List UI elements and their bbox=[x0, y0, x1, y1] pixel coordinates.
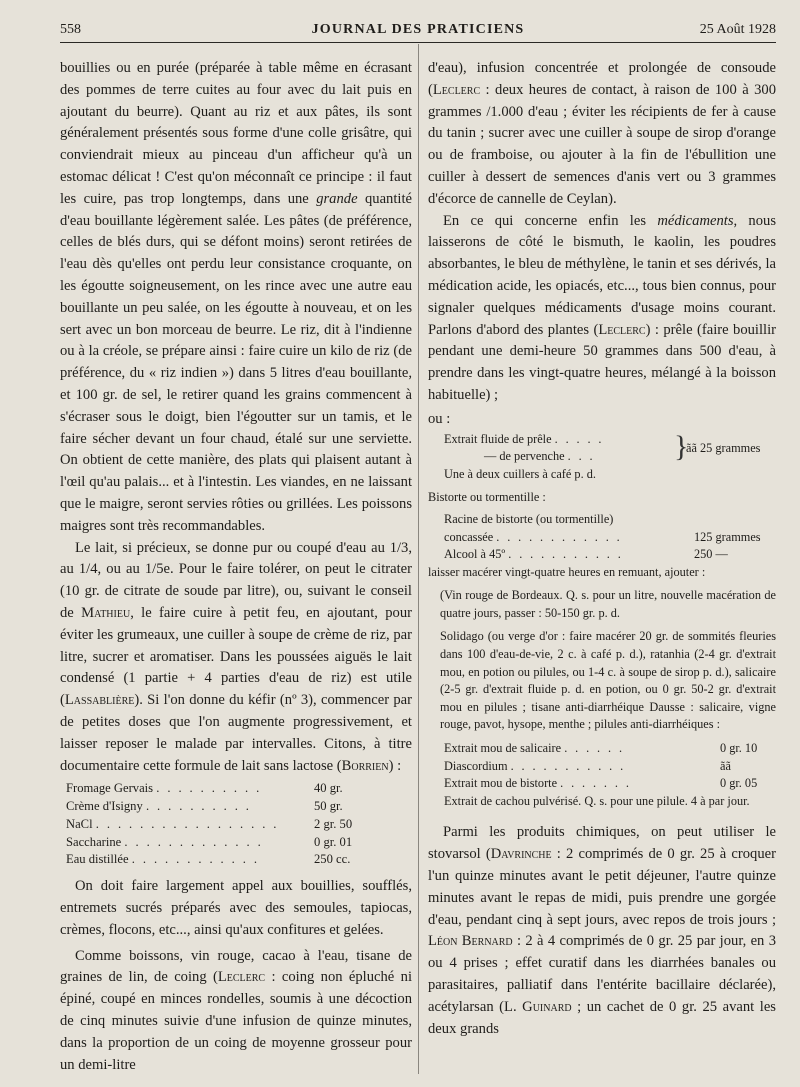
bistorte-line: concassée . . . . . . . . . . . . 125 grammes bbox=[444, 529, 761, 544]
author-name: Borrien bbox=[341, 757, 389, 774]
bistorte-usage: laisser macérer vingt-quatre heures en remuant, ajouter : bbox=[428, 564, 706, 579]
ou-label: ou : bbox=[428, 410, 451, 427]
paragraph-boissons: Comme boissons, vin rouge, cacao à l'eau, tisane de graines de lin, de coing (Leclerc : coing non épluché ni épiné, coupé en minces rondelles, soumis à une décoction de cinq minutes suivie d'une infusion de quinze minutes, dans la proportion de un coing de moyenne grosseur pour un demi-litre bbox=[60, 947, 412, 1073]
extract-quantity: ãã 25 grammes bbox=[686, 440, 761, 455]
extract-formula bbox=[428, 431, 776, 466]
page-header bbox=[60, 20, 776, 43]
extract-line: Extrait fluide de prêle . . . . . bbox=[444, 431, 604, 446]
recipe-row: Saccharine . . . . . . . . . . . . . 0 gr. 01 bbox=[66, 834, 353, 849]
paragraph-milk: Le lait, si précieux, se donne pur ou coupé d'eau au 1/3, au 1/4, ou au 1/5e. Pour le faire tolérer, on peut le citrater (10 gr. de citrate de soude par litre), ou, suivant le conseil de Mathieu, le faire cuire à petit feu, en ajoutant, pour éviter les grumeaux, une cuiller à soupe de crème de riz, par litre, sucrer et aromatiser. Dans les poussées aiguës le lait condensé (1 partie + 4 parties d'eau de riz) est utile (Lassablière). Si l'on donne du kéfir (nº 3), commencer par de petites doses que l'on augmente progressivement, et laisser reposer le malade par intervalles. Citons, à titre documentaire cette formule de lait sans lactose (Borrien) : bbox=[60, 539, 412, 774]
lactose-free-recipe bbox=[66, 780, 406, 869]
issue-date: 25 Août 1928 bbox=[699, 22, 776, 37]
paragraph-produits-chimiques: Parmi les produits chimiques, on peut utiliser le stovarsol (Davrinche : 2 comprimés de 0 gr. 25 à croquer l'un quinze minutes avant le petit déjeuner, l'autre quinze minutes avant le repas de midi, puis prendre une gorgée d'eau, pendant cinq à sept jours, avec repos de trois jours ; Léon Bernard : 2 à 4 comprimés de 0 gr. 25 par jour, en 3 ou 4 prises ; effet curatif dans les diarrhées banales ou parasitaires, palliatif dans l'entérite bacillaire déclarée), acétylarsan (L. Guinard ; un cachet de 0 gr. 25 avant les deux grands bbox=[428, 824, 776, 1037]
recipe-row: Fromage Gervais . . . . . . . . . . 40 gr. bbox=[66, 781, 343, 796]
bistorte-title: Bistorte ou tormentille : bbox=[428, 490, 546, 505]
cachou-note: Extrait de cachou pulvérisé. Q. s. pour une pilule. 4 à par jour. bbox=[444, 793, 750, 808]
left-column bbox=[60, 58, 412, 1076]
paragraph-rice-pasta: bouillies ou en purée (préparée à table même en écrasant des pommes de terre cuites au four avec du lait puis en ajoutant du beurre). Quant au riz et aux pâtes, ils sont généralement présentés sous forme d'une colle grisâtre, qui conviendrait mieux au pinceau d'un afficheur qu'à un estomac délicat ! C'est qu'on méconnaît ce principe : il faut les cuire, pas trop longtemps, dans une grande quantité d'eau bouillante légèrement salée. Les pâtes (de préférence, celles de blés durs, qui se défont moins) seront retirées de l'eau dès qu'elles ont perdu leur consistance croquante, on les égoutte soigneusement, on les rince avec une autre eau bouillante un peu salée, on les égoutte à nouveau, et on les sert avec un bon morceau de beurre. Le riz, dit à l'indienne ou à la créole, se prépare ainsi : faire cuire un kilo de riz (de préférence, du « riz indien ») dans 5 litres d'eau bouillante, et 100 gr. de sel, le retirer quand les grains commencent à s'écraser sous le doigt, bien l'égoutter sur un tamis, et le faire sécher devant un four chaud, étalé sur une serviette. On obtient de cette manière, des plats qui plaisent autant à l'œil qu'au palais... et à l'intestin. Les viandes, en ne laissant que le maigre, seront servies rôties ou grillées. Les poissons maigres sont très recommandables. bbox=[60, 60, 412, 534]
paragraph-medicaments: En ce qui concerne enfin les médicaments, nous laisserons de côté le bismuth, le kaolin, les poudres absorbantes, le bleu de méthylène, le tanin et ses dérivés, la médication acide, les opiacés, etc..., tous bien connus, pour signaler quelques médicaments d'usage moins courant. Parlons d'abord des plantes (Leclerc) : prêle (faire bouillir pendant une demi-heure 50 grammes dans 500 d'eau, à prendre dans les vingt-quatre heures, mélangé à la boisson habituelle) ; bbox=[428, 212, 777, 403]
pilule-line: Diascordium . . . . . . . . . . . ãã bbox=[444, 758, 731, 773]
author-name: Leclerc bbox=[598, 321, 646, 338]
recipe-row: Crème d'Isigny . . . . . . . . . . 50 gr. bbox=[66, 799, 343, 814]
author-name: Leclerc bbox=[217, 969, 266, 986]
paragraph-bouillies: On doit faire largement appel aux bouillies, soufflés, entremets sucrés préparés avec des semoules, tapiocas, crèmes, flocons, etc..., ainsi qu'aux confitures et gelées. bbox=[60, 878, 412, 938]
paragraph-consoude: d'eau), infusion concentrée et prolongée de consoude (Leclerc : deux heures de contact, à raison de 100 à 300 grammes /1.000 d'eau ; éviter les récipients de fer à cause du tanin ; sucrer avec une cuiller à soupe de sirop d'orange ou de framboise, ou ajouter à la fin de l'ébullition une cuiller à dessert de semences d'anis vert ou 3 grammes d'écorce de cannelle de Ceylan). bbox=[428, 60, 776, 207]
bistorte-line: Racine de bistorte (ou tormentille) bbox=[444, 511, 614, 526]
author-name: Léon Bernard bbox=[428, 933, 513, 950]
extract-usage: Une à deux cuillers à café p. d. bbox=[444, 466, 596, 481]
bistorte-line: Alcool à 45º . . . . . . . . . . . 250 — bbox=[444, 547, 728, 562]
author-name: Davrinche bbox=[490, 846, 552, 863]
recipe-row: NaCl . . . . . . . . . . . . . . . . . 2 gr. 50 bbox=[66, 816, 353, 831]
journal-title: JOURNAL DES PRATICIENS bbox=[311, 22, 525, 37]
extract-line: — de pervenche . . . bbox=[484, 449, 596, 464]
pilule-line: Extrait mou de bistorte . . . . . . . 0 gr. 05 bbox=[444, 776, 758, 791]
column-divider bbox=[418, 44, 419, 1074]
author-name: Mathieu bbox=[81, 604, 131, 621]
author-name: L. Guinard bbox=[504, 998, 572, 1015]
pilule-line: Extrait mou de salicaire . . . . . . 0 gr. 10 bbox=[444, 741, 758, 756]
right-column bbox=[428, 58, 776, 1040]
solidago-note: Solidago (ou verge d'or : faire macérer 20 gr. de sommités fleuries dans 100 d'eau-de-vie, 2 c. à café p. d.), ratanhia (2-4 gr. d'extrait mou, en potion ou pilules, ou 1-4 c. à soupe de sirop p. d.), salicaire (2-5 gr. d'extrait fluide p. d. en potion, ou 0 gr. 50-2 gr. d'extrait mou en pilules ; tisane anti-diarrhéique Dausse : salicaire, vigne rouge, pavot, hysope, menthe ; pilules anti-diarrhéiques : bbox=[440, 629, 776, 732]
vin-rouge-note: (Vin rouge de Bordeaux. Q. s. pour un litre, nouvelle macération de quatre jours, passer : 50-150 gr. p. d. bbox=[440, 588, 776, 620]
author-name: Leclerc bbox=[432, 81, 481, 98]
brace-symbol: } bbox=[674, 429, 689, 463]
recipe-row: Eau distillée . . . . . . . . . . . . 250 cc. bbox=[66, 852, 351, 867]
author-name: Lassablière bbox=[64, 692, 135, 709]
page-number: 558 bbox=[60, 22, 81, 37]
